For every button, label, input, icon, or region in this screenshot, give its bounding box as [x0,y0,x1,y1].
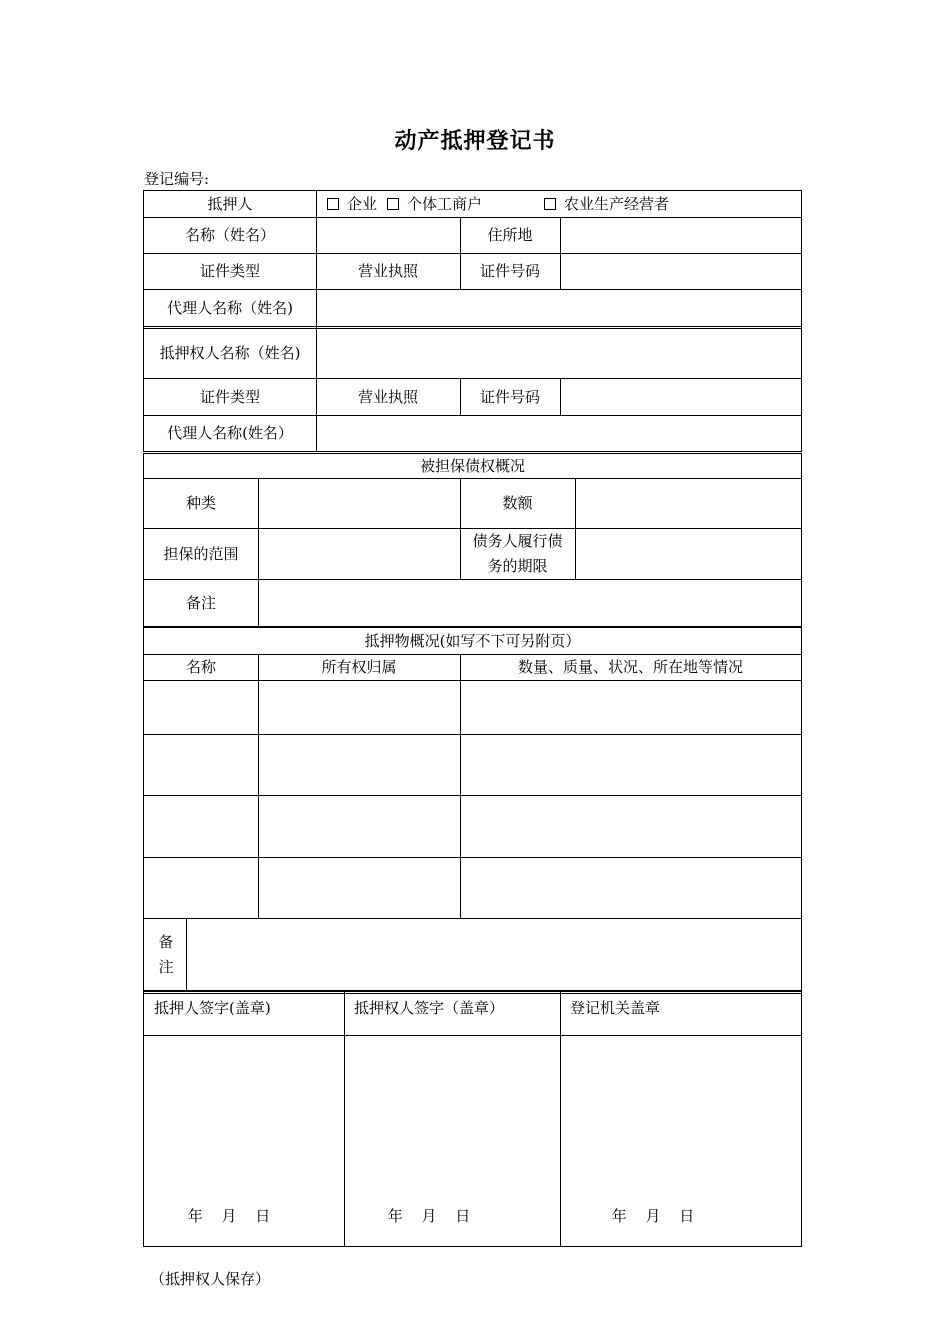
collateral-remark-label: 备注 [158,932,174,976]
individual-business-option[interactable]: 个体工商户 [387,192,482,217]
enterprise-option[interactable]: 企业 [327,192,377,217]
collateral-table [143,627,802,991]
mortgagee-id-type-label: 证件类型 [199,387,260,406]
column-header-ownership: 所有权归属 [321,658,397,676]
debt-remark-label: 备注 [185,593,216,612]
checkbox-icon [387,198,399,210]
footnote: （抵押权人保存） [150,1270,271,1288]
party-info-table [143,190,802,452]
page-title: 动产抵押登记书 [394,128,556,154]
mortgagor-name-label: 名称（姓名） [184,226,275,244]
registration-number-label: 登记编号: [144,170,210,188]
debt-kind-label: 种类 [185,494,216,512]
mortgagor-sign-date: 年 月 日 [187,1206,271,1225]
collateral-section-header: 抵押物概况(如写不下可另附页） [364,631,581,650]
performance-period-label: 债务人履行债务的期限 [472,532,563,575]
mortgagor-id-number-label: 证件号码 [479,262,540,280]
mortgagee-sign-date: 年 月 日 [387,1206,471,1225]
address-label: 住所地 [487,226,533,244]
mortgagee-signature-label: 抵押权人签字（盖章） [354,999,505,1017]
debt-amount-label: 数额 [502,494,533,512]
column-header-details: 数量、质量、状况、所在地等情况 [517,658,743,676]
mortgagee-id-number-label: 证件号码 [479,387,540,406]
mortgagee-id-type-value: 营业执照 [357,387,418,406]
agricultural-operator-option[interactable]: 农业生产经营者 [544,192,669,217]
checkbox-icon [327,198,339,210]
mortgagee-name-label: 抵押权人名称（姓名) [159,344,301,362]
column-header-name: 名称 [185,658,216,676]
debt-overview-table [143,453,802,627]
mortgagor-label: 抵押人 [207,194,253,213]
mortgagor-id-type-label: 证件类型 [199,262,260,280]
mortgagor-agent-label: 代理人名称（姓名) [167,298,293,317]
debt-section-header: 被担保债权概况 [419,456,525,475]
guarantee-scope-label: 担保的范围 [163,544,239,563]
registry-seal-label: 登记机关盖章 [570,999,661,1017]
mortgagee-agent-label: 代理人名称(姓名） [167,424,293,442]
mortgagor-type-options [317,191,801,217]
mortgagor-signature-label: 抵押人签字(盖章) [154,999,271,1017]
checkbox-icon [544,198,556,210]
mortgagor-id-type-value: 营业执照 [357,262,418,280]
registry-seal-date: 年 月 日 [611,1206,695,1225]
signature-table [143,991,802,1247]
